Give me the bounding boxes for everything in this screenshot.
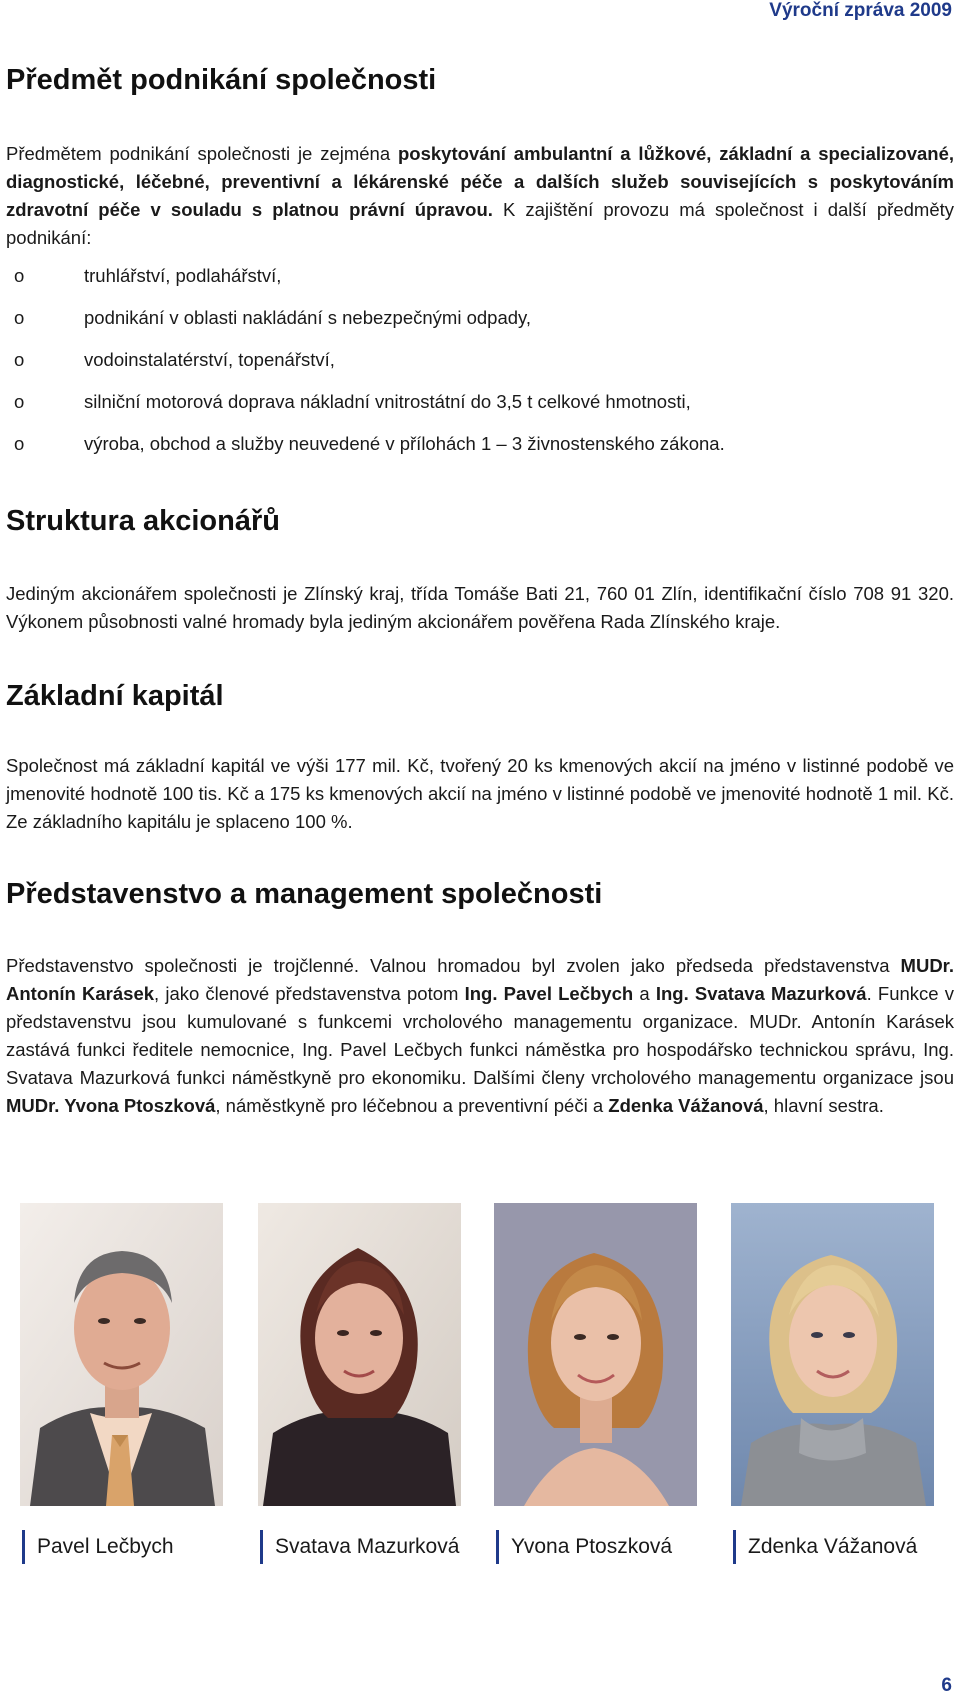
board-paragraph [6, 952, 954, 1120]
board-text: , hlavní sestra. [763, 1095, 884, 1116]
bullet-marker: o [14, 391, 25, 412]
board-bold-name: Ing. Svatava Mazurková [655, 983, 867, 1004]
list-item-text: silniční motorová doprava nákladní vnitrostátní do 3,5 t celkové hmotnosti, [84, 391, 691, 412]
bullet-marker: o [14, 349, 25, 370]
portrait-photo [258, 1203, 461, 1506]
bullet-marker: o [14, 307, 25, 328]
board-bold-name: Ing. Pavel Lečbych [464, 983, 634, 1004]
bullet-marker: o [14, 265, 25, 286]
portrait-caption: Svatava Mazurková [260, 1530, 459, 1564]
section-title-business-scope: Předmět podnikání společnosti [6, 64, 437, 96]
report-title: Výroční zpráva 2009 [769, 0, 952, 21]
intro-text: Předmětem podnikání společnosti je zejména [6, 143, 398, 164]
portrait-photo [20, 1203, 223, 1506]
list-item-text: výroba, obchod a služby neuvedené v přílohách 1 – 3 živnostenského zákona. [84, 433, 725, 454]
list-item-text: podnikání v oblasti nakládání s nebezpečnými odpady, [84, 307, 532, 328]
intro-text-continued: K zajištění provozu má společnost i další předměty podnikání: [6, 199, 954, 248]
board-text: , jako členové představenstva potom [154, 983, 465, 1004]
section-title-shareholders: Struktura akcionářů [6, 505, 280, 537]
shareholders-paragraph: Jediným akcionářem společnosti je Zlínský kraj, třída Tomáše Bati 21, 760 01 Zlín, identifikační číslo 708 91 320. Výkonem působnosti valné hromady byla jediným akcionářem pověřena Rada Zlínského kraje. [6, 583, 954, 632]
board-text: a [633, 983, 656, 1004]
board-bold-name: MUDr. Antonín Karásek [6, 955, 954, 1004]
portrait-photo [494, 1203, 697, 1506]
section-title-board: Představenstvo a management společnosti [6, 878, 603, 910]
board-bold-name: MUDr. Yvona Ptoszková [6, 1095, 216, 1116]
board-text: Představenstvo společnosti je trojčlenné. Valnou hromadou byl zvolen jako předseda představenstva [6, 955, 901, 976]
portrait-caption: Yvona Ptoszková [496, 1530, 672, 1564]
intro-bold-text: poskytování ambulantní a lůžkové, základní a specializované, diagnostické, léčebné, preventivní a lékárenské péče a dalších služeb souvisejících s poskytováním zdravotní péče v souladu s platnou právní úpravou. [6, 143, 954, 220]
bullet-marker: o [14, 433, 25, 454]
list-item-text: truhlářství, podlahářství, [84, 265, 282, 286]
portrait-caption: Pavel Lečbych [22, 1530, 174, 1564]
page-number: 6 [941, 1675, 952, 1696]
board-bold-name: Zdenka Vážanová [608, 1095, 764, 1116]
capital-paragraph: Společnost má základní kapitál ve výši 177 mil. Kč, tvořený 20 ks kmenových akcií na jméno v listinné podobě ve jmenovité hodnotě 100 tis. Kč a 175 ks kmenových akcií na jméno v listinné podobě ve jmenovité hodnotě 1 mil. Kč. Ze základního kapitálu je splaceno 100 %. [6, 755, 954, 832]
business-scope-paragraph [6, 140, 954, 252]
board-text: . Funkce v představenstvu jsou kumulované s funkcemi vrcholového managementu organizace. MUDr. Antonín Karásek zastává funkci ředitele nemocnice, Ing. Pavel Lečbych funkci náměstka pro hospodářsko technickou správu, Ing. Svatava Mazurková funkci náměstkyně pro ekonomiku. Dalšími členy vrcholového managementu organizace jsou [6, 983, 954, 1088]
portrait-photo [731, 1203, 934, 1506]
list-item-text: vodoinstalatérství, topenářství, [84, 349, 335, 370]
section-title-capital: Základní kapitál [6, 680, 224, 712]
portrait-caption: Zdenka Vážanová [733, 1530, 917, 1564]
board-text: , náměstkyně pro léčebnou a preventivní péči a [215, 1095, 609, 1116]
